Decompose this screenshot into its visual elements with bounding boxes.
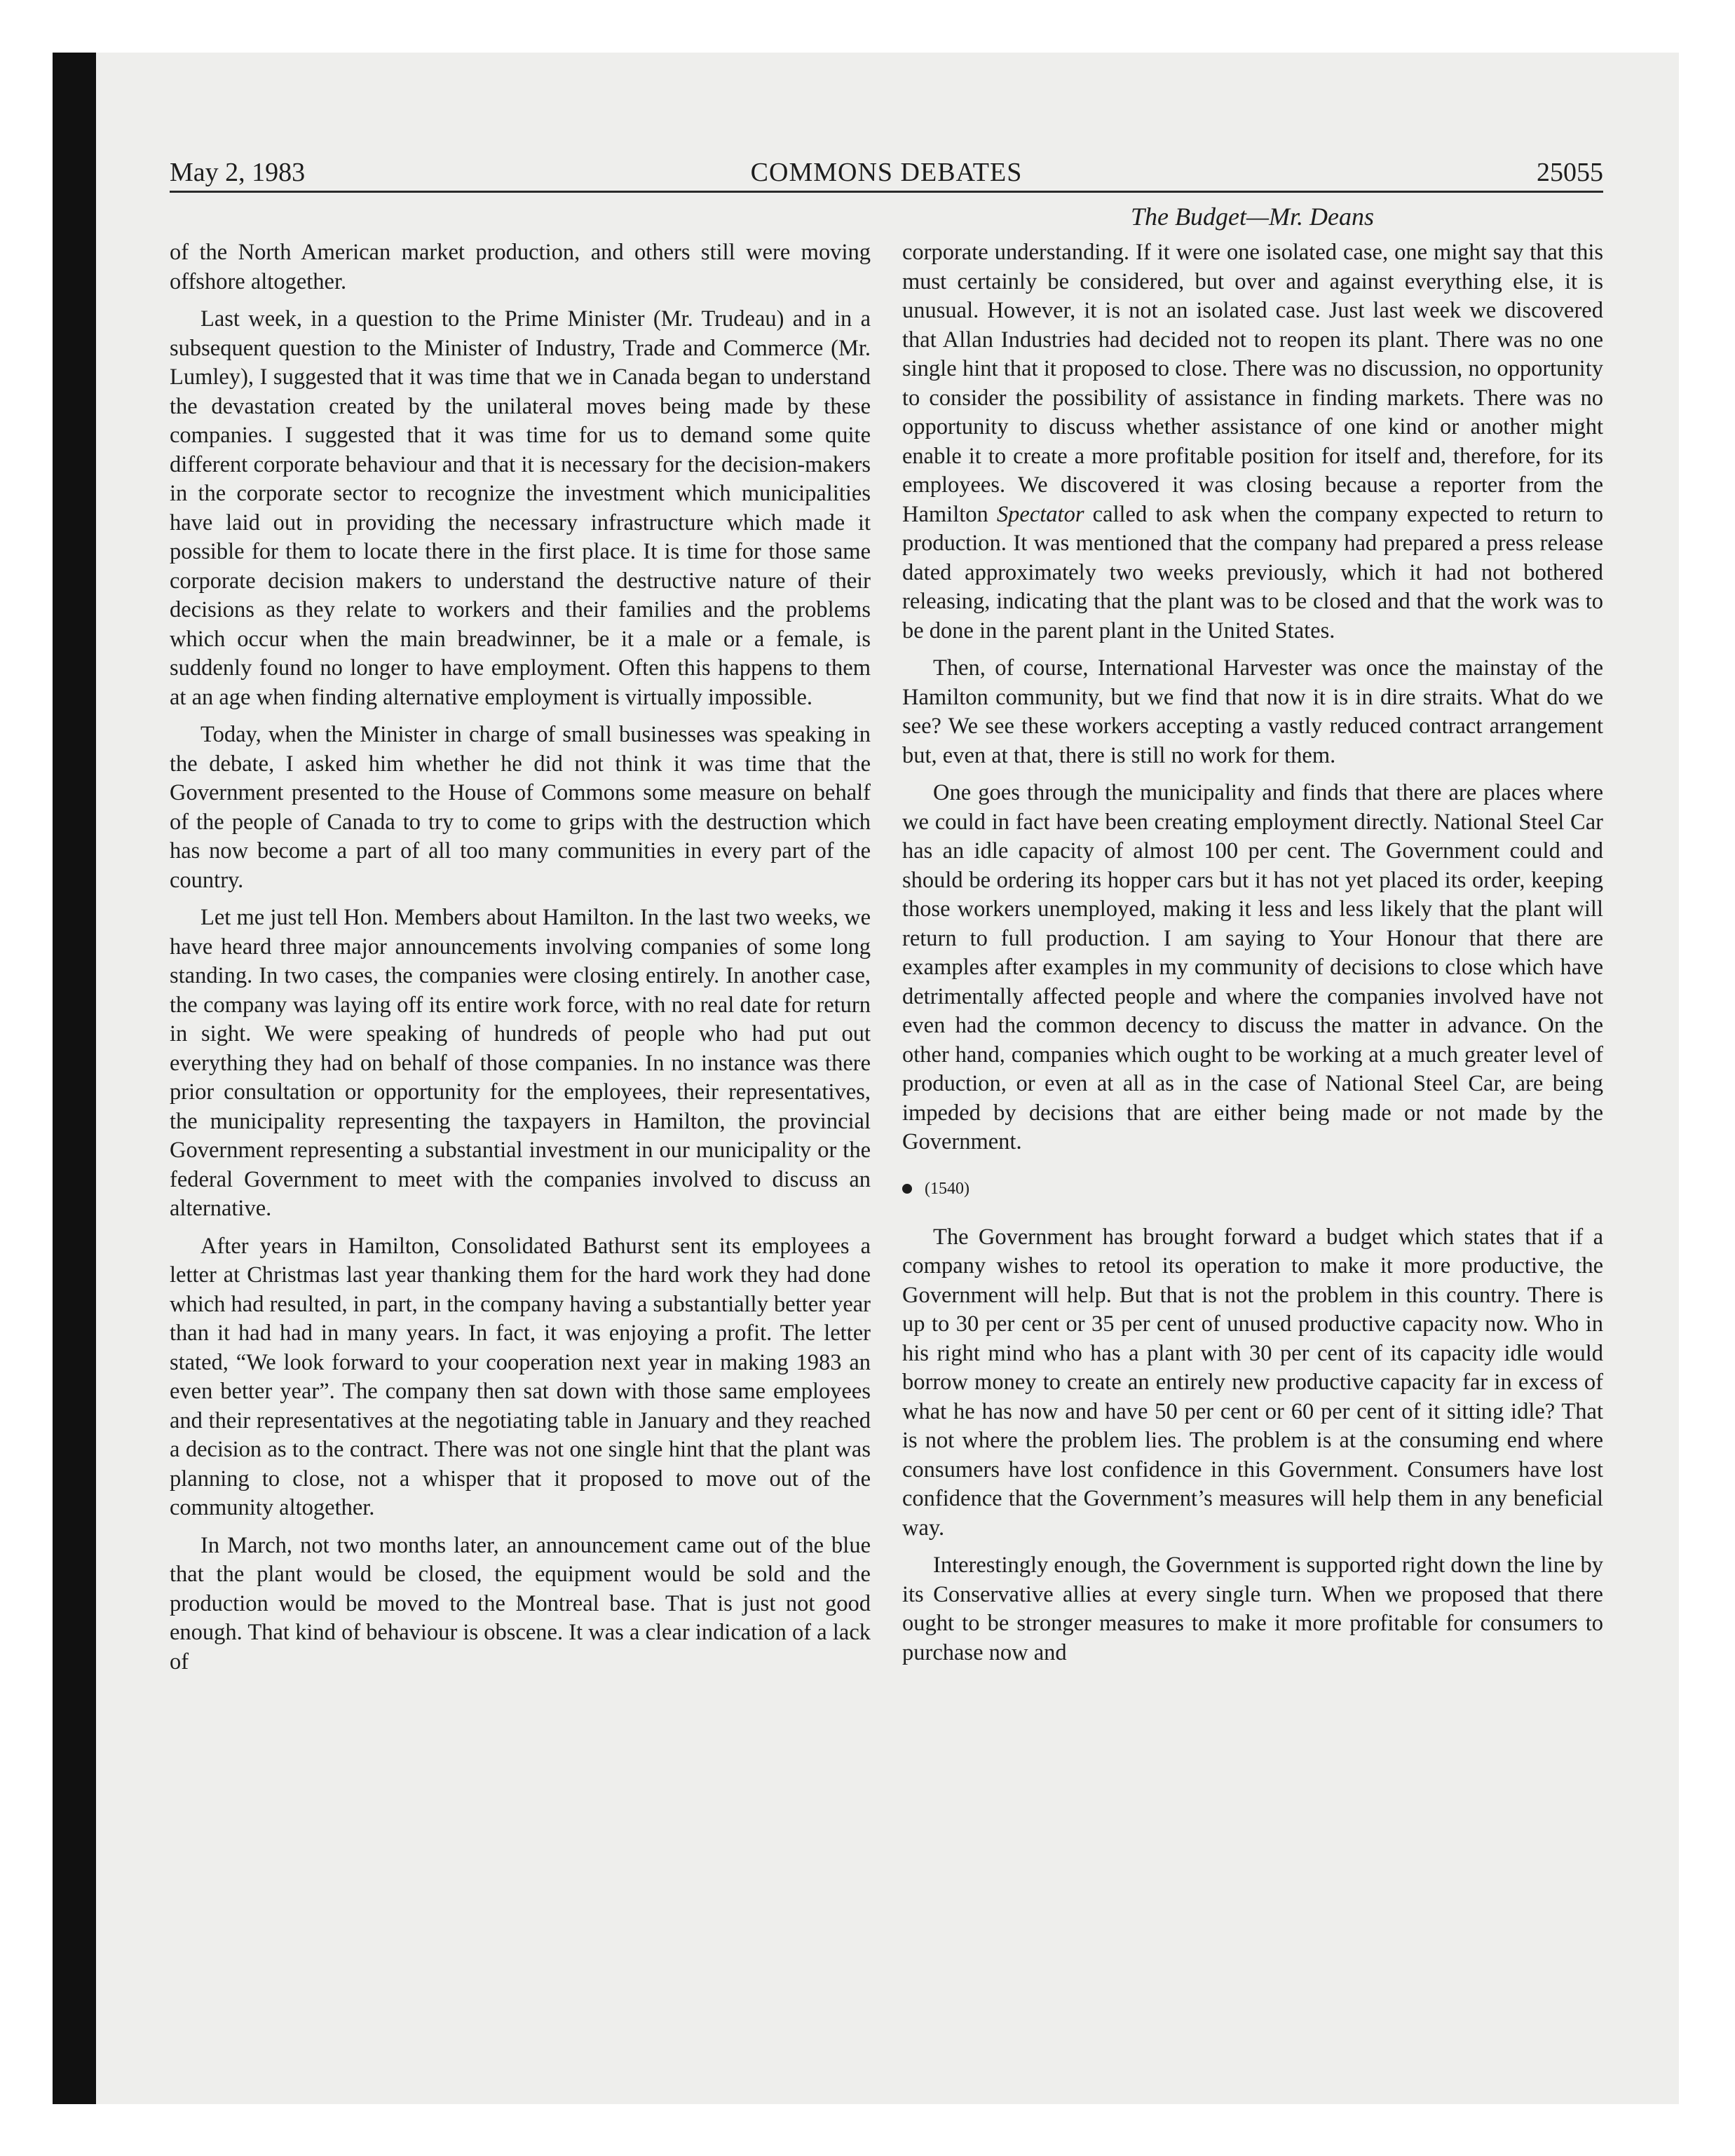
newspaper-name: Spectator xyxy=(996,501,1084,527)
paragraph: Let me just tell Hon. Members about Hamilton. In the last two weeks, we have heard three major announcements involving companies of some long standing. In two cases, the companies were closing entirely. In another case, the company was laying off its entire work force, with no real date for return in sight. We were speaking of hundreds of people who had put out everything they had on behalf of those companies. In no instance was there prior consultation or opportunity for the employees, their representatives, the municipality representing the taxpayers in Hamilton, the provincial Government representing a substantial investment in our municipality or the federal Government to meet with the companies involved to discuss an alternative. xyxy=(170,905,871,1221)
paragraph: In March, not two months later, an announcement came out of the blue that the plant would be closed, the equipment would be sold and the production would be moved to the Montreal base. That is just not good enough. That kind of behaviour is obscene. It was a clear indication of a lack of xyxy=(170,1532,871,1674)
right-column xyxy=(902,238,1603,1676)
paragraph-text: called to ask when the company expected to return to production. It was mentioned that the company had prepared a press release dated approximately two weeks previously, which it had not bothered releasing, indicating that the plant was to be closed and that the work was to be done in the parent plant in the United States. xyxy=(902,501,1604,643)
paragraph: of the North American market production, and others still were moving offshore altogether. xyxy=(170,240,871,294)
left-column xyxy=(170,238,871,1685)
paragraph: One goes through the municipality and finds that there are places where we could in fact have been creating employment directly. National Steel Car has an idle capacity of almost 100 per cent. The Government could and should be ordering its hopper cars but it has not yet placed its order, keeping those workers unemployed, making it less and less likely that the plant will return to full production. I am saying to Your Honour that there are examples after examples in my community of decisions to close which have detrimentally affected people and where the companies involved have not even had the common decency to discuss the matter in advance. On the other hand, companies which ought to be working at a much greater level of production, or even at all as in the case of National Steel Car, are being impeded by decisions that are either being made or not made by the Government. xyxy=(902,780,1603,1154)
paragraph: After years in Hamilton, Consolidated Bathurst sent its employees a letter at Christmas last year thanking them for the hard work they had done which had resulted, in part, in the company having a substantially better year than it had had in many years. In fact, it was enjoying a profit. The letter stated, “We look forward to your cooperation next year in making 1983 an even better year”. The company then sat down with those same employees and their representatives at the negotiating table in January and they reached a decision as to the contract. There was not one single hint that the plant was planning to close, not a whisper that it proposed to move out of the community altogether. xyxy=(170,1233,871,1520)
paragraph: Today, when the Minister in charge of small businesses was speaking in the debate, I asked him whether he did not think it was time that the Government presented to the House of Commons some measure on behalf of the people of Canada to try to come to grips with the destruction which has now become a part of all too many communities in every part of the country. xyxy=(170,722,871,893)
header-page-number: 25055 xyxy=(1537,158,1603,187)
scan-edge-shadow xyxy=(53,53,96,2104)
bullet-icon xyxy=(902,1184,912,1194)
header-title: COMMONS DEBATES xyxy=(750,158,1023,187)
time-stamp-text: (1540) xyxy=(925,1179,969,1198)
running-head: The Budget—Mr. Deans xyxy=(1131,203,1374,231)
paragraph: Then, of course, International Harvester was once the mainstay of the Hamilton community, but we find that now it is in dire straits. What do we see? We see these workers accepting a vastly reduced contract arrangement but, even at that, there is still no work for them. xyxy=(902,655,1603,768)
paragraph-text: corporate understanding. If it were one isolated case, one might say that this must certainly be considered, but over and against everything else, it is unusual. However, it is not an isolated case. Just last week we discovered that Allan Industries had decided not to reopen its plant. There was no one single hint that it proposed to close. There was no discussion, no opportunity to consider the possibility of assistance in finding markets. There was no opportunity to discuss whether assistance of one kind or another might enable it to create a more profitable position for itself and, therefore, for its employees. We discovered it was closing because a reporter from the Hamilton xyxy=(902,240,1603,527)
page-header xyxy=(170,150,1603,193)
paragraph: Last week, in a question to the Prime Minister (Mr. Trudeau) and in a subsequent question to the Minister of Industry, Trade and Commerce (Mr. Lumley), I suggested that it was time that we in Canada began to understand the devastation created by the unilateral moves being made by these companies. I suggested that it was time for us to demand some quite different corporate behaviour and that it is necessary for the decision-makers in the corporate sector to recognize the investment which municipalities have laid out in providing the necessary infrastructure which made it possible for them to locate there in the first place. It is time for those same corporate decision makers to understand the destructive nature of their decisions as they relate to workers and their families and the problems which occur when the main breadwinner, be it a male or a female, is suddenly found no longer to have employment. Often this happens to them at an age when finding alternative employment is virtually impossible. xyxy=(170,306,871,710)
paragraph xyxy=(902,238,1603,646)
paragraph: The Government has brought forward a budget which states that if a company wishes to retool its operation to make it more productive, the Government will help. But that is not the problem in this country. There is up to 30 per cent or 35 per cent of unused productive capacity now. Who in his right mind who has a plant with 30 per cent of its capacity idle would borrow money to create an entirely new productive capacity far in excess of what he has now and have 50 per cent or 60 per cent of it sitting idle? That is not where the problem lies. The problem is at the consuming end where consumers have lost confidence in this Government. Consumers have lost confidence that the Government’s measures will help them in any beneficial way. xyxy=(902,1224,1603,1541)
header-date: May 2, 1983 xyxy=(170,158,306,187)
time-stamp xyxy=(902,1178,1603,1199)
paragraph: Interestingly enough, the Government is supported right down the line by its Conservative allies at every single turn. When we proposed that there ought to be stronger measures to make it more profitable for consumers to purchase now and xyxy=(902,1553,1603,1665)
